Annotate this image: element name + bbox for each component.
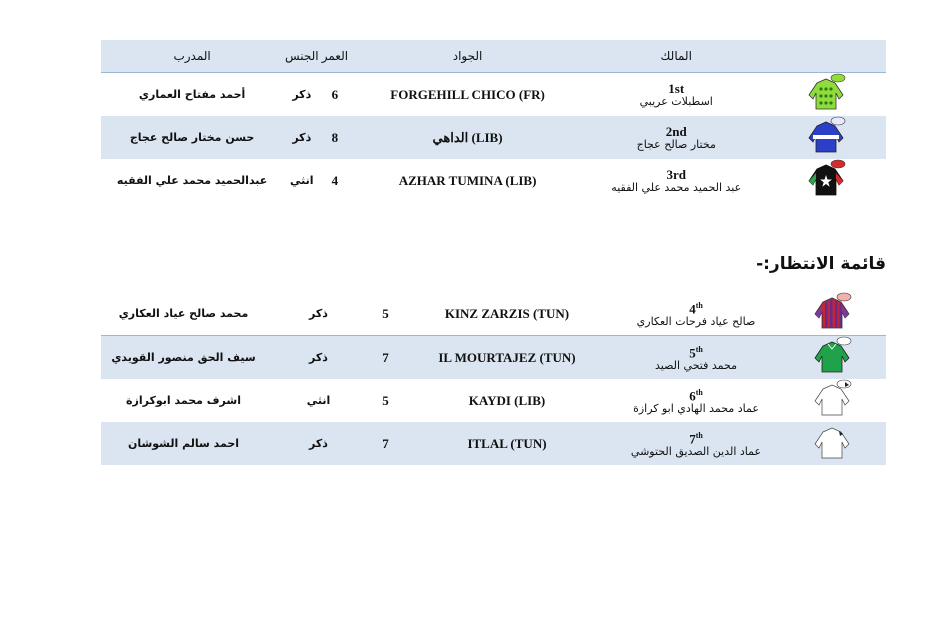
header-horse: الجواد — [349, 40, 585, 73]
horse-name: ITLAL (TUN) — [400, 422, 614, 465]
owner-cell — [614, 336, 778, 380]
horse-name: IL MOURTAJEZ (TUN) — [400, 336, 614, 380]
header-owner: المالك — [586, 40, 767, 73]
table-row — [101, 379, 886, 422]
position — [614, 343, 778, 359]
header-sex: الجنس — [283, 40, 320, 73]
horse-sex: ذكر — [266, 422, 371, 465]
horse-name: KINZ ZARZIS (TUN) — [444, 306, 570, 321]
table-row — [101, 292, 886, 336]
owner-name: عماد الدين الصديق الحتوشي — [630, 445, 762, 459]
trainer-name: أحمد مفتاح العماري — [101, 73, 283, 117]
horse-age: 4 — [331, 173, 339, 188]
trainer-name: عبدالحميد محمد علي الفقيه — [116, 174, 268, 187]
position-suffix: th — [695, 344, 703, 354]
position: 3rd — [666, 166, 686, 182]
table-row — [101, 116, 886, 159]
owner-cell — [614, 379, 778, 422]
owner-name: عبد الحميد محمد علي الفقيه — [611, 180, 742, 194]
owner-cell — [614, 292, 778, 336]
horse-age: 5 — [382, 393, 389, 408]
red-purple-stripes-silk-icon — [809, 292, 855, 330]
horse-sex: ذكر — [283, 116, 320, 159]
trainer-name: محمد صالح عياد العكاري — [118, 307, 249, 320]
horse-sex: ذكر — [309, 307, 328, 320]
table-row — [101, 159, 886, 202]
owner-cell — [586, 73, 767, 117]
position-number: 7 — [689, 431, 696, 447]
header-silk — [767, 40, 886, 73]
horse-sex: ذكر — [283, 73, 320, 117]
green-silk-icon — [809, 336, 855, 374]
horse-name: FORGEHILL CHICO (FR) — [349, 73, 585, 117]
table-header — [101, 40, 886, 73]
owner-name: اسطبلات عريبي — [639, 94, 713, 108]
silk-cell — [767, 159, 886, 202]
horse-sex: ذكر — [266, 336, 371, 380]
black-star-silk-icon — [803, 159, 849, 197]
horse-name: AZHAR TUMINA (LIB) — [398, 173, 537, 188]
owner-cell — [614, 422, 778, 465]
position: 2nd — [665, 123, 687, 139]
silk-cell — [778, 292, 886, 336]
outline-silk-icon — [809, 379, 855, 417]
horse-age: 8 — [320, 116, 349, 159]
horse-age: 6 — [320, 73, 349, 117]
position — [614, 429, 778, 445]
trainer-name: سيف الحق منصور القويدي — [101, 336, 266, 380]
position-number: 5 — [689, 345, 696, 361]
green-spots-silk-icon — [803, 73, 849, 111]
position-suffix: th — [695, 430, 703, 440]
horse-age: 7 — [371, 422, 400, 465]
declared-runners-table — [101, 40, 886, 202]
silk-cell — [767, 73, 886, 117]
table-row — [101, 422, 886, 465]
position — [614, 386, 778, 402]
silk-cell — [778, 336, 886, 380]
waiting-list-title: قائمة الانتظار:- — [756, 254, 886, 274]
owner-name: مختار صالح عجاج — [636, 137, 716, 151]
trainer-name: احمد سالم الشوشان — [101, 422, 266, 465]
owner-name: صالح عياد فرحات العكاري — [636, 315, 756, 329]
header-trainer: المدرب — [101, 40, 283, 73]
owner-cell — [586, 116, 767, 159]
horse-name: (LIB) الداهي — [349, 116, 585, 159]
owner-name: محمد فتحي الصيد — [654, 359, 737, 373]
blue-white-band-silk-icon — [803, 116, 849, 154]
horse-age: 7 — [371, 336, 400, 380]
owner-name: عماد محمد الهادي ابو كرازة — [633, 402, 759, 416]
owner-cell — [586, 159, 767, 202]
silk-cell — [767, 116, 886, 159]
position-suffix: th — [695, 387, 703, 397]
position: 1st — [668, 80, 685, 96]
table-row — [101, 336, 886, 380]
position — [614, 299, 778, 315]
silk-cell — [778, 379, 886, 422]
horse-sex: انثي — [306, 394, 331, 407]
horse-sex: انثي — [290, 174, 314, 187]
trainer-name: اشرف محمد ابوكرازة — [126, 394, 241, 407]
waiting-list-table — [101, 292, 886, 465]
trainer-name: حسن مختار صالح عجاج — [101, 116, 283, 159]
horse-name: KAYDI (LIB) — [468, 393, 546, 408]
position-suffix: th — [695, 300, 703, 310]
table-row — [101, 73, 886, 117]
outline-silk-icon — [809, 422, 855, 460]
horse-age: 5 — [382, 306, 389, 321]
header-age: العمر — [320, 40, 349, 73]
silk-cell — [778, 422, 886, 465]
position-number: 6 — [689, 388, 696, 404]
position-number: 4 — [689, 301, 696, 317]
